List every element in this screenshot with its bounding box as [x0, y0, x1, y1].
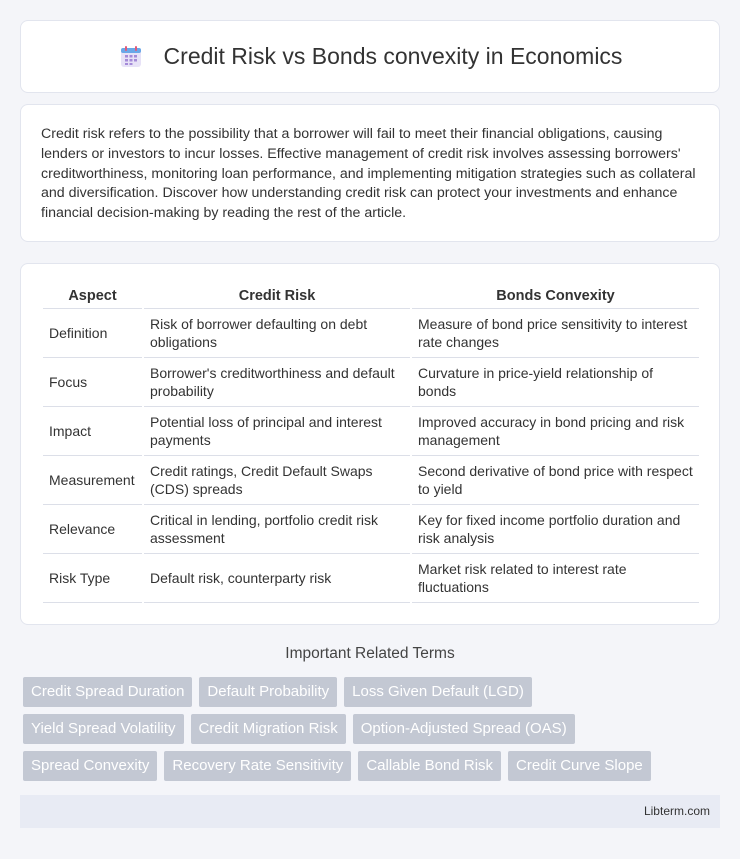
- tag-row: [23, 677, 723, 707]
- header-card: [20, 20, 720, 93]
- related-terms-title: Important Related Terms: [285, 645, 455, 662]
- table-row: [43, 455, 699, 504]
- tag-default-probability[interactable]: Default Probability: [199, 677, 337, 707]
- tag-row: [23, 714, 723, 744]
- tag-credit-migration-risk[interactable]: Credit Migration Risk: [191, 714, 346, 744]
- tag-option-adjusted-spread[interactable]: Option-Adjusted Spread (OAS): [353, 714, 575, 744]
- column-header-aspect: Aspect: [43, 286, 143, 308]
- table-cell-aspect: Impact: [43, 406, 143, 455]
- table-row: [43, 357, 699, 406]
- table-cell-bonds-convexity: Improved accuracy in bond pricing and risk management: [411, 406, 699, 455]
- related-terms: [23, 677, 723, 788]
- calendar-icon: [118, 44, 144, 70]
- table-cell-credit-risk: Critical in lending, portfolio credit risk assessment: [143, 504, 411, 553]
- table-row: [43, 553, 699, 602]
- tag-credit-spread-duration[interactable]: Credit Spread Duration: [23, 677, 192, 707]
- footer: [20, 795, 720, 828]
- table-row: [43, 504, 699, 553]
- page-title: Credit Risk vs Bonds convexity in Economics: [163, 43, 623, 69]
- table-cell-aspect: Definition: [43, 308, 143, 357]
- tag-spread-convexity[interactable]: Spread Convexity: [23, 751, 157, 781]
- table-row: [43, 308, 699, 357]
- table-cell-bonds-convexity: Measure of bond price sensitivity to interest rate changes: [411, 308, 699, 357]
- table-header-row: [43, 286, 699, 308]
- table-cell-credit-risk: Default risk, counterparty risk: [143, 553, 411, 602]
- tag-yield-spread-volatility[interactable]: Yield Spread Volatility: [23, 714, 184, 744]
- tag-recovery-rate-sensitivity[interactable]: Recovery Rate Sensitivity: [164, 751, 351, 781]
- comparison-card: [20, 263, 720, 625]
- column-header-bonds-convexity: Bonds Convexity: [411, 286, 699, 308]
- tag-row: [23, 751, 723, 781]
- table-cell-bonds-convexity: Curvature in price-yield relationship of bonds: [411, 357, 699, 406]
- tag-loss-given-default[interactable]: Loss Given Default (LGD): [344, 677, 532, 707]
- intro-card: [20, 104, 720, 242]
- tag-callable-bond-risk[interactable]: Callable Bond Risk: [358, 751, 501, 781]
- table-cell-aspect: Risk Type: [43, 553, 143, 602]
- column-header-credit-risk: Credit Risk: [143, 286, 411, 308]
- table-cell-credit-risk: Credit ratings, Credit Default Swaps (CDS) spreads: [143, 455, 411, 504]
- table-cell-credit-risk: Borrower's creditworthiness and default probability: [143, 357, 411, 406]
- table-cell-credit-risk: Potential loss of principal and interest payments: [143, 406, 411, 455]
- table-cell-bonds-convexity: Market risk related to interest rate fluctuations: [411, 553, 699, 602]
- table-cell-credit-risk: Risk of borrower defaulting on debt obligations: [143, 308, 411, 357]
- footer-site-name[interactable]: Libterm.com: [643, 804, 710, 818]
- table-cell-aspect: Relevance: [43, 504, 143, 553]
- comparison-table: [43, 286, 699, 603]
- tag-credit-curve-slope[interactable]: Credit Curve Slope: [508, 751, 651, 781]
- table-row: [43, 406, 699, 455]
- table-cell-aspect: Measurement: [43, 455, 143, 504]
- table-cell-bonds-convexity: Second derivative of bond price with respect to yield: [411, 455, 699, 504]
- intro-text: Credit risk refers to the possibility that a borrower will fail to meet their financial obligations, causing lenders or investors to incur losses. Effective management of credit risk involves assessing borrowers' creditworthiness, monitoring loan performance, and implementing mitigation strategies such as collateral and diversification. Discover how understanding credit risk can protect your investments and enhance financial decision-making by reading the rest of the article.: [41, 126, 696, 222]
- table-cell-aspect: Focus: [43, 357, 143, 406]
- table-cell-bonds-convexity: Key for fixed income portfolio duration and risk analysis: [411, 504, 699, 553]
